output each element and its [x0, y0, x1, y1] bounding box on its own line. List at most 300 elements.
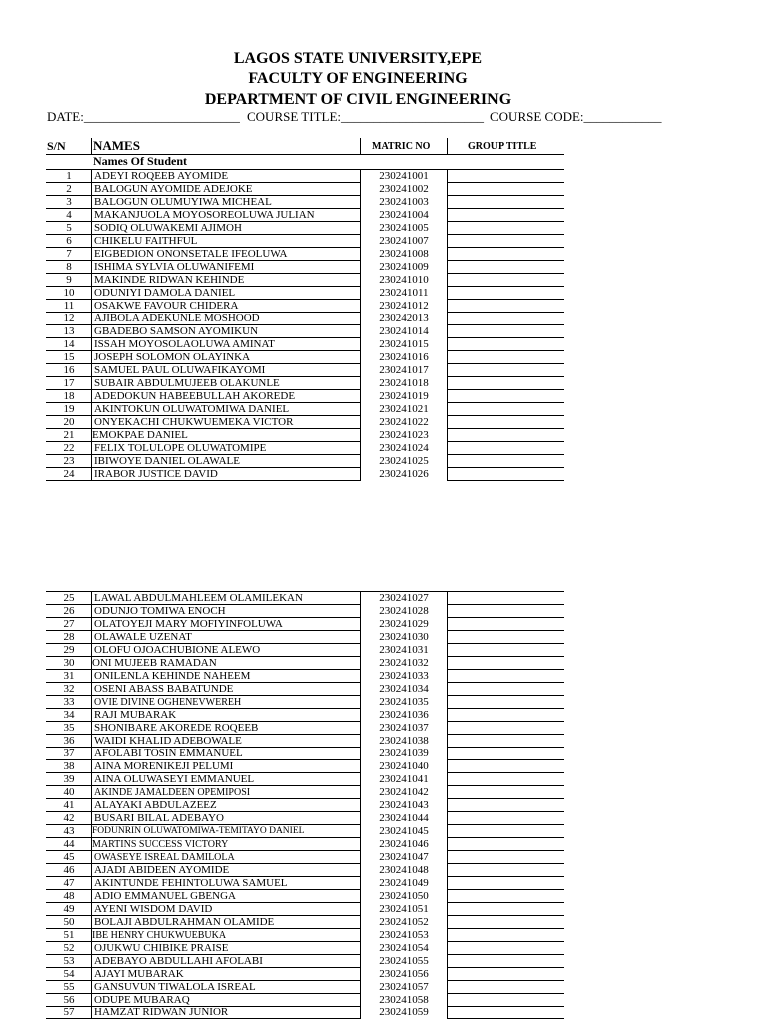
column-divider	[447, 442, 448, 455]
table-row	[0, 300, 768, 313]
column-divider	[447, 942, 448, 955]
table-row	[0, 312, 768, 325]
table-row	[0, 364, 768, 377]
student-name: GANSUVUN TIWALOLA ISREAL	[94, 980, 256, 993]
column-divider	[360, 851, 361, 864]
column-divider	[447, 838, 448, 851]
column-divider	[91, 209, 92, 222]
serial-number: 1	[66, 170, 72, 182]
student-name: ADEYI ROQEEB AYOMIDE	[94, 170, 229, 182]
serial-number: 37	[63, 747, 75, 760]
column-divider	[91, 196, 92, 209]
table-row	[0, 631, 768, 644]
student-name: JOSEPH SOLOMON OLAYINKA	[94, 351, 251, 364]
student-name: ALAYAKI ABDULAZEEZ	[94, 799, 217, 812]
matric-number: 230241019	[379, 390, 429, 403]
table-row	[0, 722, 768, 735]
column-divider	[447, 955, 448, 968]
row-rule	[448, 480, 564, 481]
column-divider	[91, 786, 92, 799]
serial-number: 3	[66, 195, 72, 208]
student-name: AJIBOLA ADEKUNLE MOSHOOD	[94, 312, 260, 325]
table-row	[0, 338, 768, 351]
column-divider	[360, 403, 361, 416]
student-name: FODUNRIN OLUWATOMIWA-TEMITAYO DANIEL	[92, 826, 305, 837]
column-divider	[447, 1006, 448, 1019]
student-name: MARTINS SUCCESS VICTORY	[92, 839, 229, 850]
column-divider	[447, 696, 448, 709]
student-name: ODUNIYI DAMOLA DANIEL	[94, 286, 236, 299]
matric-number: 230241018	[379, 377, 429, 390]
student-name: EIGBEDION ONONSETALE IFEOLUWA	[94, 247, 288, 260]
serial-number: 45	[63, 851, 75, 863]
column-divider	[91, 287, 92, 300]
column-divider	[360, 183, 361, 196]
column-divider	[360, 416, 361, 429]
column-divider	[447, 364, 448, 377]
table-row	[0, 390, 768, 403]
serial-number: 51	[63, 928, 75, 941]
matric-number: 230241049	[379, 876, 429, 889]
table-row	[0, 442, 768, 455]
serial-number: 27	[63, 617, 75, 630]
column-divider	[360, 825, 361, 838]
student-name: OLAWALE UZENAT	[94, 630, 192, 643]
matric-number: 230241055	[379, 954, 429, 967]
matric-number: 230241047	[379, 851, 429, 863]
serial-number: 48	[63, 889, 75, 902]
serial-number: 53	[63, 954, 75, 967]
table-row	[0, 929, 768, 942]
matric-number: 230241056	[379, 967, 429, 980]
column-divider	[360, 261, 361, 274]
matric-number: 230241021	[379, 403, 429, 416]
column-divider	[91, 235, 92, 248]
student-name: OSENI ABASS BABATUNDE	[94, 682, 234, 695]
table-row	[0, 274, 768, 287]
student-name: CHIKELU FAITHFUL	[94, 234, 198, 247]
column-divider	[360, 838, 361, 851]
table-row	[0, 592, 768, 605]
matric-number: 230241052	[379, 915, 429, 928]
serial-number: 38	[63, 760, 75, 773]
column-header-matric: MATRIC NO	[372, 141, 431, 152]
column-divider	[360, 338, 361, 351]
matric-number: 230241043	[379, 799, 429, 812]
matric-number: 230241046	[379, 838, 429, 850]
table-row	[0, 760, 768, 773]
column-divider	[360, 429, 361, 442]
matric-number: 230241042	[379, 786, 429, 799]
table-row	[0, 670, 768, 683]
student-name: AINA MORENIKEJI PELUMI	[94, 760, 234, 773]
student-name: OVIE DIVINE OGHENEVWEREH	[94, 696, 242, 708]
matric-number: 230241039	[379, 747, 429, 760]
serial-number: 57	[63, 1006, 75, 1019]
serial-number: 18	[63, 390, 75, 403]
column-divider	[360, 955, 361, 968]
column-divider	[91, 442, 92, 455]
column-divider	[91, 274, 92, 287]
matric-number: 230241010	[379, 273, 429, 286]
column-divider	[91, 968, 92, 981]
student-name: WAIDI KHALID ADEBOWALE	[94, 734, 242, 747]
column-divider	[360, 696, 361, 709]
column-divider	[447, 209, 448, 222]
column-divider	[360, 170, 361, 183]
column-divider	[360, 196, 361, 209]
matric-number: 230241038	[379, 734, 429, 747]
matric-number: 230241029	[379, 617, 429, 630]
column-divider	[447, 631, 448, 644]
column-divider	[91, 942, 92, 955]
serial-number: 55	[63, 980, 75, 993]
column-divider	[360, 799, 361, 812]
column-divider	[91, 170, 92, 183]
student-name: ONILENLA KEHINDE NAHEEM	[94, 669, 251, 682]
student-name: FELIX TOLULOPE OLUWATOMIPE	[94, 441, 267, 454]
table-row	[0, 903, 768, 916]
serial-number: 47	[63, 876, 75, 889]
column-divider	[360, 722, 361, 735]
column-divider	[360, 657, 361, 670]
column-divider	[447, 929, 448, 942]
student-name: ONYEKACHI CHUKWUEMEKA VICTOR	[94, 416, 294, 428]
student-name: AFOLABI TOSIN EMMANUEL	[94, 747, 243, 760]
matric-number: 230241031	[379, 643, 429, 656]
matric-number: 230241016	[379, 351, 429, 364]
column-divider	[360, 605, 361, 618]
column-divider	[447, 877, 448, 890]
serial-number: 43	[63, 825, 75, 838]
column-divider	[91, 851, 92, 864]
column-divider	[360, 968, 361, 981]
table-row	[0, 851, 768, 864]
column-divider	[447, 170, 448, 183]
column-divider	[360, 209, 361, 222]
matric-number: 230241054	[379, 941, 429, 954]
column-divider	[360, 618, 361, 631]
student-name: AINA OLUWASEYI EMMANUEL	[94, 773, 255, 786]
column-divider	[91, 261, 92, 274]
matric-number: 230241025	[379, 454, 429, 467]
student-name: AJADI ABIDEEN AYOMIDE	[94, 864, 230, 876]
student-name: HAMZAT RIDWAN JUNIOR	[94, 1006, 229, 1019]
column-divider	[447, 390, 448, 403]
column-divider	[447, 799, 448, 812]
serial-number: 22	[63, 441, 75, 454]
matric-number: 230241057	[379, 980, 429, 993]
matric-number: 230241003	[379, 195, 429, 208]
column-divider	[447, 735, 448, 748]
student-name: BOLAJI ABDULRAHMAN OLAMIDE	[94, 915, 275, 928]
table-row	[0, 683, 768, 696]
serial-number: 8	[66, 260, 72, 273]
serial-number: 28	[63, 630, 75, 643]
student-name: SODIQ OLUWAKEMI AJIMOH	[94, 221, 242, 234]
table-row	[0, 468, 768, 481]
column-divider	[91, 903, 92, 916]
serial-number: 44	[63, 838, 75, 850]
column-divider	[447, 429, 448, 442]
matric-number: 230241027	[379, 592, 429, 604]
column-divider	[360, 468, 361, 481]
table-row	[0, 709, 768, 722]
column-divider	[360, 631, 361, 644]
column-divider	[91, 994, 92, 1007]
column-divider	[91, 683, 92, 696]
column-divider	[360, 644, 361, 657]
column-divider	[447, 222, 448, 235]
column-divider	[91, 605, 92, 618]
table-row	[0, 1006, 768, 1019]
serial-number: 9	[66, 273, 72, 286]
column-divider	[91, 351, 92, 364]
table-row	[0, 287, 768, 300]
student-name: ISHIMA SYLVIA OLUWANIFEMI	[94, 260, 255, 273]
column-divider	[91, 222, 92, 235]
column-header-group: GROUP TITLE	[468, 141, 537, 152]
serial-number: 49	[63, 902, 75, 915]
column-divider	[360, 916, 361, 929]
column-divider	[447, 903, 448, 916]
column-divider	[91, 644, 92, 657]
matric-number: 230241022	[379, 416, 429, 428]
matric-number: 230241008	[379, 247, 429, 260]
column-divider	[360, 812, 361, 825]
column-divider	[91, 364, 92, 377]
serial-number: 7	[66, 247, 72, 260]
serial-number: 36	[63, 734, 75, 747]
matric-number: 230241007	[379, 234, 429, 247]
student-name: OLOFU OJOACHUBIONE ALEWO	[94, 643, 261, 656]
matric-number: 230241028	[379, 605, 429, 617]
table-row	[0, 799, 768, 812]
column-divider	[447, 747, 448, 760]
course-title-field: COURSE TITLE:______________________	[247, 109, 485, 124]
column-divider	[360, 877, 361, 890]
column-divider	[447, 261, 448, 274]
column-divider	[447, 657, 448, 670]
serial-number: 39	[63, 773, 75, 786]
column-divider	[91, 657, 92, 670]
student-name: OLATOYEJI MARY MOFIYINFOLUWA	[94, 617, 283, 630]
serial-number: 21	[63, 429, 75, 441]
header-divider	[360, 138, 361, 155]
column-divider	[447, 683, 448, 696]
column-divider	[360, 981, 361, 994]
serial-number: 29	[63, 643, 75, 656]
serial-number: 4	[66, 208, 72, 221]
student-name: AYENI WISDOM DAVID	[94, 902, 213, 915]
table-row	[0, 416, 768, 429]
student-name: AKINTUNDE FEHINTOLUWA SAMUEL	[94, 876, 288, 889]
column-divider	[447, 670, 448, 683]
student-name: AKINTOKUN OLUWATOMIWA DANIEL	[94, 403, 290, 416]
serial-number: 56	[63, 993, 75, 1006]
column-divider	[91, 468, 92, 481]
column-divider	[447, 403, 448, 416]
matric-number: 230241040	[379, 760, 429, 773]
table-row	[0, 838, 768, 851]
serial-number: 10	[63, 286, 75, 299]
column-divider	[360, 235, 361, 248]
column-divider	[91, 390, 92, 403]
column-divider	[447, 605, 448, 618]
column-divider	[360, 760, 361, 773]
student-name: OJUKWU CHIBIKE PRAISE	[94, 941, 229, 954]
column-divider	[447, 592, 448, 605]
column-divider	[447, 968, 448, 981]
table-row	[0, 786, 768, 799]
block-rule	[46, 591, 564, 592]
matric-number: 230241036	[379, 708, 429, 721]
student-name: RAJI MUBARAK	[94, 708, 177, 721]
column-divider	[447, 618, 448, 631]
column-divider	[360, 364, 361, 377]
student-name: SAMUEL PAUL OLUWAFIKAYOMI	[94, 364, 266, 377]
serial-number: 42	[63, 812, 75, 825]
column-divider	[91, 916, 92, 929]
column-divider	[447, 994, 448, 1007]
column-divider	[91, 618, 92, 631]
column-divider	[447, 274, 448, 287]
table-row	[0, 877, 768, 890]
column-divider	[447, 377, 448, 390]
table-row	[0, 196, 768, 209]
matric-number: 230241033	[379, 669, 429, 682]
serial-number: 6	[66, 234, 72, 247]
date-field: DATE:________________________	[47, 109, 240, 124]
serial-number: 15	[63, 351, 75, 364]
student-name: MAKANJUOLA MOYOSOREOLUWA JULIAN	[94, 208, 315, 221]
table-row	[0, 377, 768, 390]
student-name: LAWAL ABDULMAHLEEM OLAMILEKAN	[94, 592, 303, 604]
matric-number: 230241032	[379, 656, 429, 669]
student-name: IBE HENRY CHUKWUEBUKA	[92, 929, 227, 941]
column-divider	[360, 735, 361, 748]
column-divider	[360, 222, 361, 235]
course-code-field: COURSE CODE:____________	[490, 109, 662, 124]
column-divider	[447, 709, 448, 722]
column-divider	[360, 942, 361, 955]
student-name: ISSAH MOYOSOLAOLUWA AMINAT	[94, 338, 275, 351]
column-divider	[447, 812, 448, 825]
column-divider	[360, 287, 361, 300]
column-divider	[447, 722, 448, 735]
column-divider	[360, 351, 361, 364]
matric-number: 230241004	[379, 208, 429, 221]
matric-number: 230241012	[379, 299, 429, 312]
names-subheader: Names Of Student	[93, 154, 188, 168]
column-divider	[360, 670, 361, 683]
serial-number: 26	[63, 605, 75, 617]
matric-number: 230241005	[379, 221, 429, 234]
serial-number: 33	[63, 695, 75, 708]
matric-number: 230241045	[379, 825, 429, 838]
column-divider	[447, 287, 448, 300]
table-row	[0, 955, 768, 968]
column-divider	[91, 1006, 92, 1019]
column-divider	[360, 864, 361, 877]
matric-number: 230241037	[379, 721, 429, 734]
column-divider	[447, 825, 448, 838]
serial-number: 23	[63, 454, 75, 467]
column-divider	[447, 351, 448, 364]
serial-number: 31	[63, 669, 75, 682]
column-divider	[91, 825, 92, 838]
table-row	[0, 735, 768, 748]
column-divider	[447, 786, 448, 799]
column-divider	[360, 312, 361, 325]
matric-number: 230241053	[379, 928, 429, 941]
matric-number: 230241024	[379, 441, 429, 454]
matric-number: 230241050	[379, 889, 429, 902]
column-divider	[91, 248, 92, 261]
serial-number: 14	[63, 338, 75, 351]
matric-number: 230241035	[379, 695, 429, 708]
table-row	[0, 657, 768, 670]
column-divider	[447, 338, 448, 351]
row-rule	[46, 480, 361, 481]
column-divider	[360, 248, 361, 261]
student-name: IRABOR JUSTICE DAVID	[94, 467, 218, 480]
column-divider	[447, 890, 448, 903]
serial-number: 11	[63, 299, 75, 312]
serial-number: 34	[63, 708, 75, 721]
matric-number: 230241048	[379, 864, 429, 876]
serial-number: 17	[63, 377, 75, 390]
matric-number: 230241041	[379, 773, 429, 786]
row-rule	[448, 1018, 564, 1019]
matric-number: 230241044	[379, 812, 429, 825]
column-divider	[447, 981, 448, 994]
serial-number: 50	[63, 915, 75, 928]
column-divider	[447, 300, 448, 313]
column-divider	[91, 799, 92, 812]
column-divider	[91, 709, 92, 722]
column-divider	[91, 325, 92, 338]
table-row	[0, 916, 768, 929]
column-divider	[91, 183, 92, 196]
student-name: BALOGUN OLUMUYIWA MICHEAL	[94, 195, 272, 208]
serial-number: 46	[63, 864, 75, 876]
column-divider	[360, 592, 361, 605]
column-divider	[91, 747, 92, 760]
matric-number: 230241001	[379, 170, 429, 182]
column-divider	[91, 377, 92, 390]
table-row	[0, 455, 768, 468]
column-divider	[360, 300, 361, 313]
table-row	[0, 235, 768, 248]
student-name: GBADEBO SAMSON AYOMIKUN	[94, 325, 259, 338]
serial-number: 40	[63, 786, 75, 799]
column-divider	[91, 416, 92, 429]
column-divider	[91, 300, 92, 313]
column-divider	[447, 864, 448, 877]
student-name: OWASEYE ISREAL DAMILOLA	[94, 852, 235, 863]
column-divider	[91, 929, 92, 942]
column-divider	[91, 955, 92, 968]
column-divider	[91, 429, 92, 442]
column-divider	[447, 644, 448, 657]
column-header-sn: S/N	[47, 139, 66, 153]
serial-number: 13	[63, 325, 75, 338]
column-divider	[360, 274, 361, 287]
table-row	[0, 864, 768, 877]
student-name: BALOGUN AYOMIDE ADEJOKE	[94, 182, 253, 195]
university-title: LAGOS STATE UNIVERSITY,EPE	[233, 50, 483, 67]
